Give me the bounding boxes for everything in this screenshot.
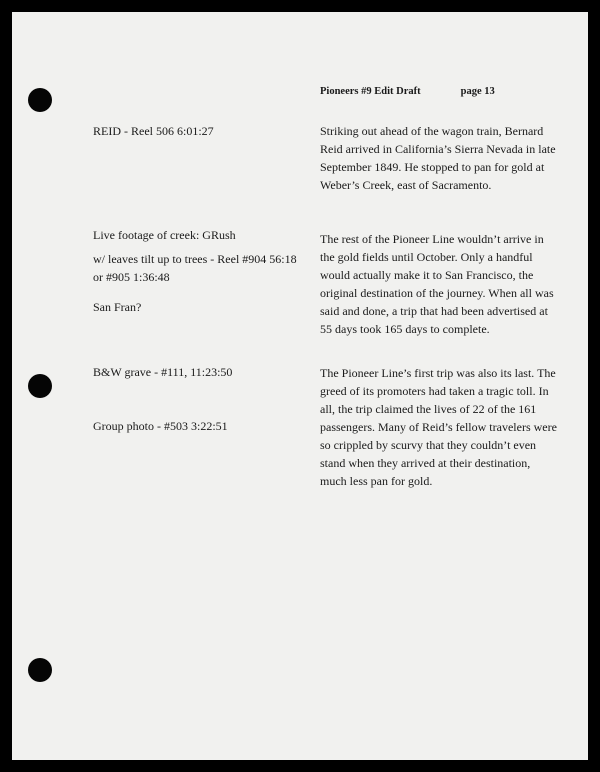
narration-paragraph-1: Striking out ahead of the wagon train, Bernard Reid arrived in California’s Sierra Nevada in late September 1849. He stopped to pan for gold at Weber’s Creek, east of Sacramento. [320, 124, 556, 192]
binder-hole-middle [28, 374, 52, 398]
narration-paragraph-3: The Pioneer Line’s first trip was also its last. The greed of its promoters had taken a tragic toll. In all, the trip claimed the lives of 22 of the 161 passengers. Many of Reid’s fellow travelers were so crippled by scurvy that they couldn’t even stand when they arrived at their destination, much less pan for gold. [320, 366, 557, 488]
note-tilt-up: w/ leaves tilt up to trees - Reel #904 56:18 or #905 1:36:48 [93, 252, 297, 284]
binder-hole-bottom [28, 658, 52, 682]
note-reid-reel: REID - Reel 506 6:01:27 [93, 124, 214, 138]
draft-title: Pioneers #9 Edit Draft [320, 86, 421, 97]
page-number: page 13 [460, 86, 495, 97]
narration-paragraph-2: The rest of the Pioneer Line wouldn’t arrive in the gold fields until October. Only a handful would actually make it to San Francisco, the original destination of the journey. When all was said and done, a trip that had been advertised at 55 days took 165 days to complete. [320, 232, 554, 336]
note-live-footage: Live footage of creek: GRush [93, 228, 236, 242]
page-header [320, 86, 495, 97]
note-grave: B&W grave - #111, 11:23:50 [93, 365, 233, 379]
binder-hole-top [28, 88, 52, 112]
script-page [12, 12, 588, 760]
note-san-fran: San Fran? [93, 300, 142, 314]
note-group-photo: Group photo - #503 3:22:51 [93, 419, 228, 433]
